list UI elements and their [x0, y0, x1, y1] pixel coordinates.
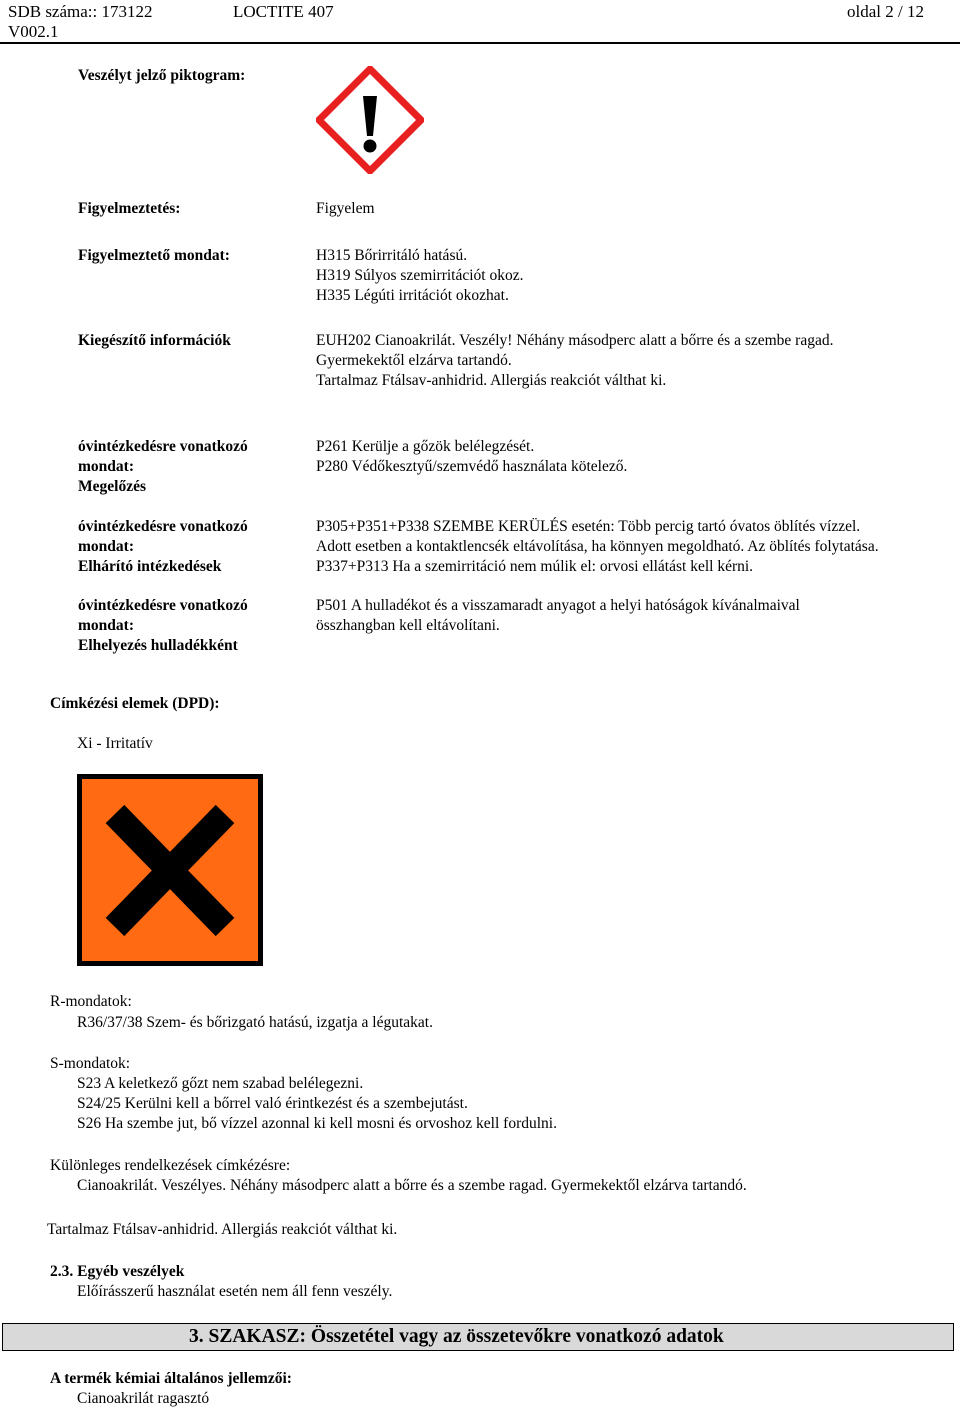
signal-word-value: Figyelem [316, 200, 375, 217]
special-provisions-text: Cianoakrilát. Veszélyes. Néhány másodperc alatt a bőrre és a szembe ragad. Gyermekektől elzárva tartandó. [77, 1177, 747, 1194]
dpd-title: Címkézési elemek (DPD): [50, 695, 220, 712]
general-characteristics-label: A termék kémiai általános jellemzői: [50, 1370, 292, 1387]
supplementary-line: Gyermekektől elzárva tartandó. [316, 352, 512, 369]
s-phrase: S26 Ha szembe jut, bő vízzel azonnal ki kell mosni és orvoshoz kell fordulni. [77, 1115, 557, 1132]
other-hazards-text: Előírásszerű használat esetén nem áll fenn veszély. [77, 1283, 393, 1300]
section-3-heading-bar [2, 1323, 954, 1351]
hazard-statement: H335 Légúti irritációt okozhat. [316, 287, 509, 304]
hazard-statements-label: Figyelmeztető mondat: [78, 247, 230, 264]
precaution-prevention-label: óvintézkedésre vonatkozó mondat: Megelőzés [78, 438, 248, 495]
header-version: V002.1 [8, 22, 59, 41]
supplementary-line: Tartalmaz Ftálsav-anhidrid. Allergiás reakciót válthat ki. [316, 372, 667, 389]
s-phrase: S23 A keletkező gőzt nem szabad belélegezni. [77, 1075, 364, 1092]
general-characteristics-value: Cianoakrilát ragasztó [77, 1390, 210, 1407]
r-phrase: R36/37/38 Szem- és bőrizgató hatású, izgatja a légutakat. [77, 1014, 433, 1031]
precaution-statement: P501 A hulladékot és a visszamaradt anyagot a helyi hatóságok kívánalmaival [316, 597, 800, 614]
signal-word-label: Figyelmeztetés: [78, 200, 181, 217]
contains-text: Tartalmaz Ftálsav-anhidrid. Allergiás reakciót válthat ki. [47, 1221, 398, 1238]
s-phrase: S24/25 Kerülni kell a bőrrel való érintkezést és a szembejutást. [77, 1095, 468, 1112]
precaution-statement: Adott esetben a kontaktlencsék eltávolítása, ha könnyen megoldható. Az öblítés folytatása. [316, 538, 879, 555]
other-hazards-title: 2.3. Egyéb veszélyek [50, 1263, 185, 1280]
exclamation-mark-icon [316, 66, 424, 174]
hazard-statement: H315 Bőrirritáló hatású. [316, 247, 468, 264]
supplementary-list [316, 331, 833, 391]
header-product: LOCTITE 407 [233, 2, 334, 21]
section-3-title: 3. SZAKASZ: Összetétel vagy az összetevőkre vonatkozó adatok [189, 1326, 724, 1347]
precaution-statement: P280 Védőkesztyű/szemvédő használata kötelező. [316, 458, 628, 475]
dpd-symbol-label: Xi - Irritatív [77, 735, 153, 752]
header-rule [0, 42, 960, 44]
hazard-statements-list [316, 246, 524, 306]
hazard-statement: H319 Súlyos szemirritációt okoz. [316, 267, 524, 284]
special-provisions-label: Különleges rendelkezések címkézésre: [50, 1157, 291, 1174]
precaution-response-list [316, 517, 879, 577]
precaution-prevention-list [316, 437, 627, 477]
x-cross-icon [77, 774, 263, 966]
precaution-disposal-label: óvintézkedésre vonatkozó mondat: Elhelyezés hulladékként [78, 597, 248, 654]
header-sdb-number: SDB száma:: 173122 [8, 2, 153, 21]
precaution-statement: P261 Kerülje a gőzök belélegzését. [316, 438, 535, 455]
precaution-statement: P337+P313 Ha a szemirritáció nem múlik el: orvosi ellátást kell kérni. [316, 558, 754, 575]
precaution-response-label: óvintézkedésre vonatkozó mondat: Elhárító intézkedések [78, 518, 248, 575]
r-phrases-label: R-mondatok: [50, 993, 132, 1010]
pictogram-label: Veszélyt jelző piktogram: [78, 67, 246, 84]
s-phrases-list [77, 1074, 557, 1134]
precaution-disposal-list [316, 596, 800, 636]
s-phrases-label: S-mondatok: [50, 1055, 131, 1072]
precaution-statement: P305+P351+P338 SZEMBE KERÜLÉS esetén: Több percig tartó óvatos öblítés vízzel. [316, 518, 861, 535]
supplementary-label: Kiegészítő információk [78, 332, 231, 349]
precaution-statement: összhangban kell eltávolítani. [316, 617, 500, 634]
header-page-number: oldal 2 / 12 [847, 2, 924, 21]
supplementary-line: EUH202 Cianoakrilát. Veszély! Néhány másodperc alatt a bőrre és a szembe ragad. [316, 332, 834, 349]
